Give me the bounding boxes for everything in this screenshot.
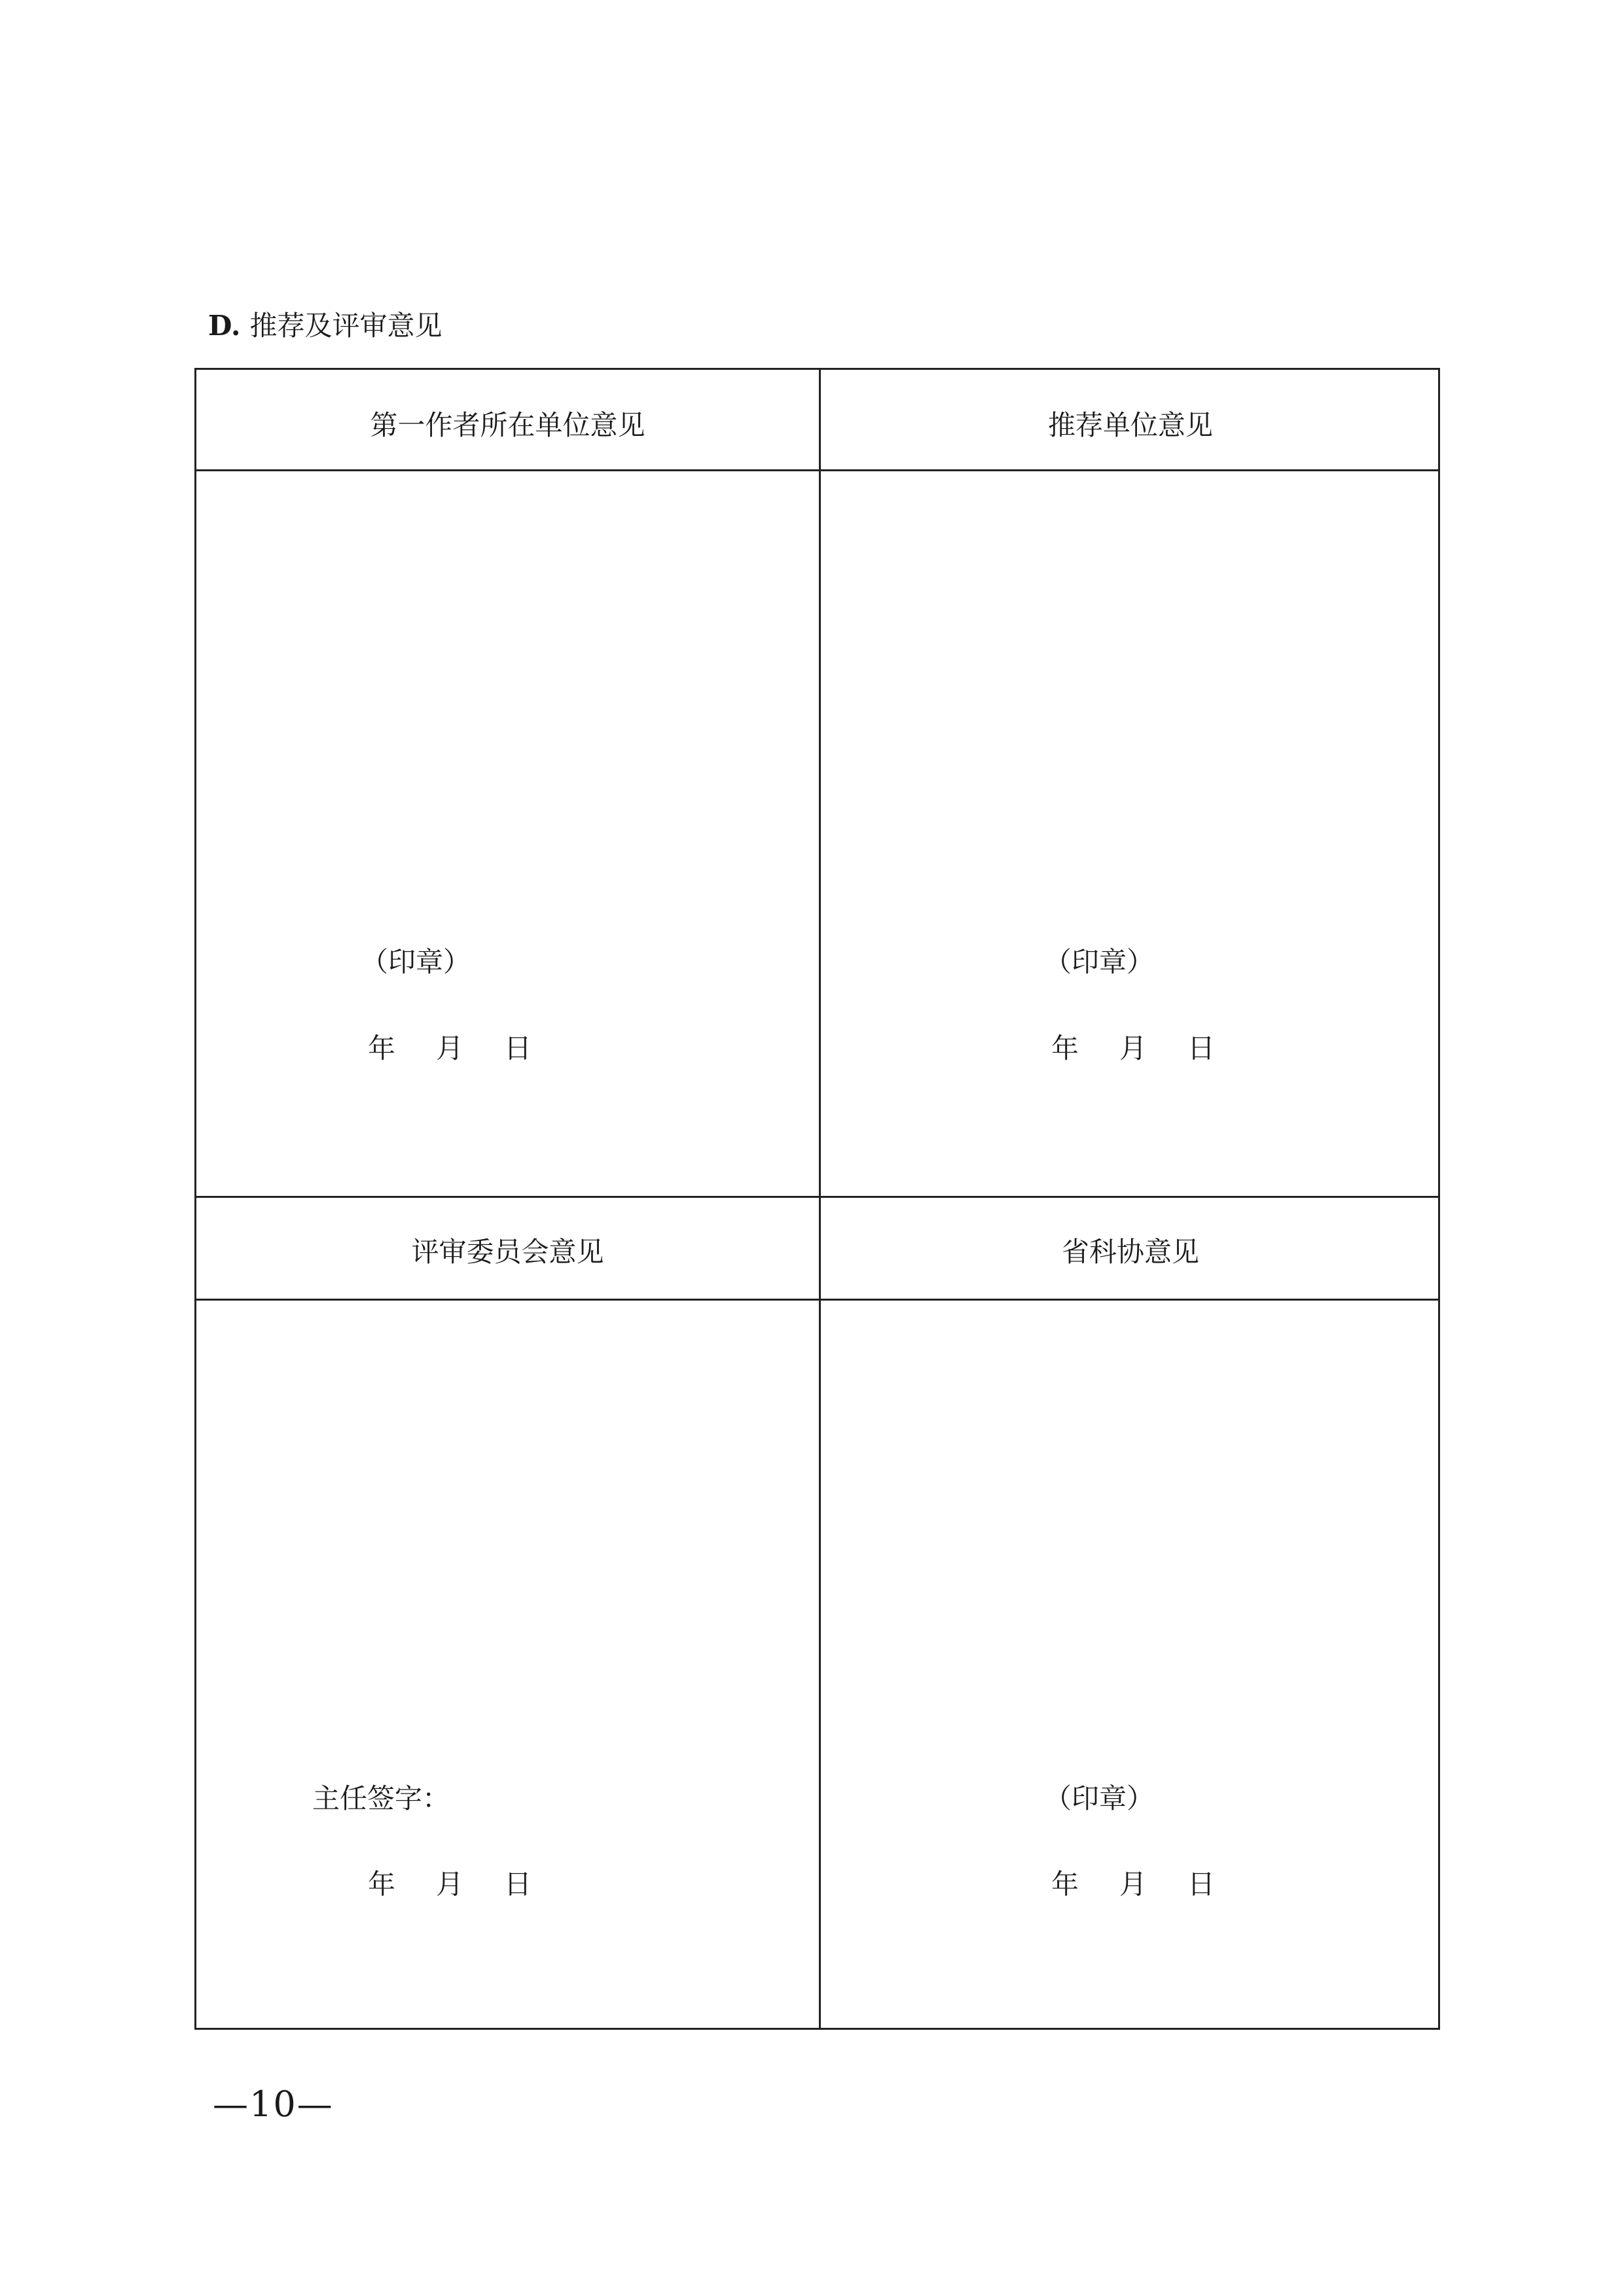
column-divider [819,370,821,2028]
date-line [368,1027,532,1066]
year-label: 年 [1051,1868,1079,1900]
cell-header-provincial-association: 省科协意见 [1061,1236,1199,1268]
month-label: 月 [436,1868,464,1900]
year-label: 年 [368,1032,396,1064]
page-number: —10— [213,2083,334,2125]
row-divider [196,1299,1438,1301]
section-heading [208,306,442,346]
row-divider [196,469,1438,471]
seal-label: （印章） [1044,946,1155,978]
day-label: 日 [1187,1868,1216,1900]
cell-header-review-committee: 评审委员会意见 [411,1236,604,1268]
day-label: 日 [504,1868,532,1900]
section-title: 推荐及评审意见 [249,310,442,342]
seal-label: （印章） [1044,1782,1155,1814]
signature-label: 主任签字： [312,1782,450,1814]
row-divider [196,1196,1438,1198]
section-letter: D. [208,310,241,342]
month-label: 月 [1119,1868,1147,1900]
year-label: 年 [1051,1032,1079,1064]
date-line [1051,1027,1215,1066]
month-label: 月 [436,1032,464,1064]
day-label: 日 [504,1032,532,1064]
cell-header-recommending-unit: 推荐单位意见 [1047,409,1213,441]
opinion-form-table [194,368,1440,2030]
month-label: 月 [1119,1032,1147,1064]
date-line [1051,1863,1215,1902]
seal-label: （印章） [361,946,471,978]
day-label: 日 [1187,1032,1216,1064]
year-label: 年 [368,1868,396,1900]
date-line [368,1863,532,1902]
cell-header-first-author-unit: 第一作者所在单位意见 [370,409,645,441]
